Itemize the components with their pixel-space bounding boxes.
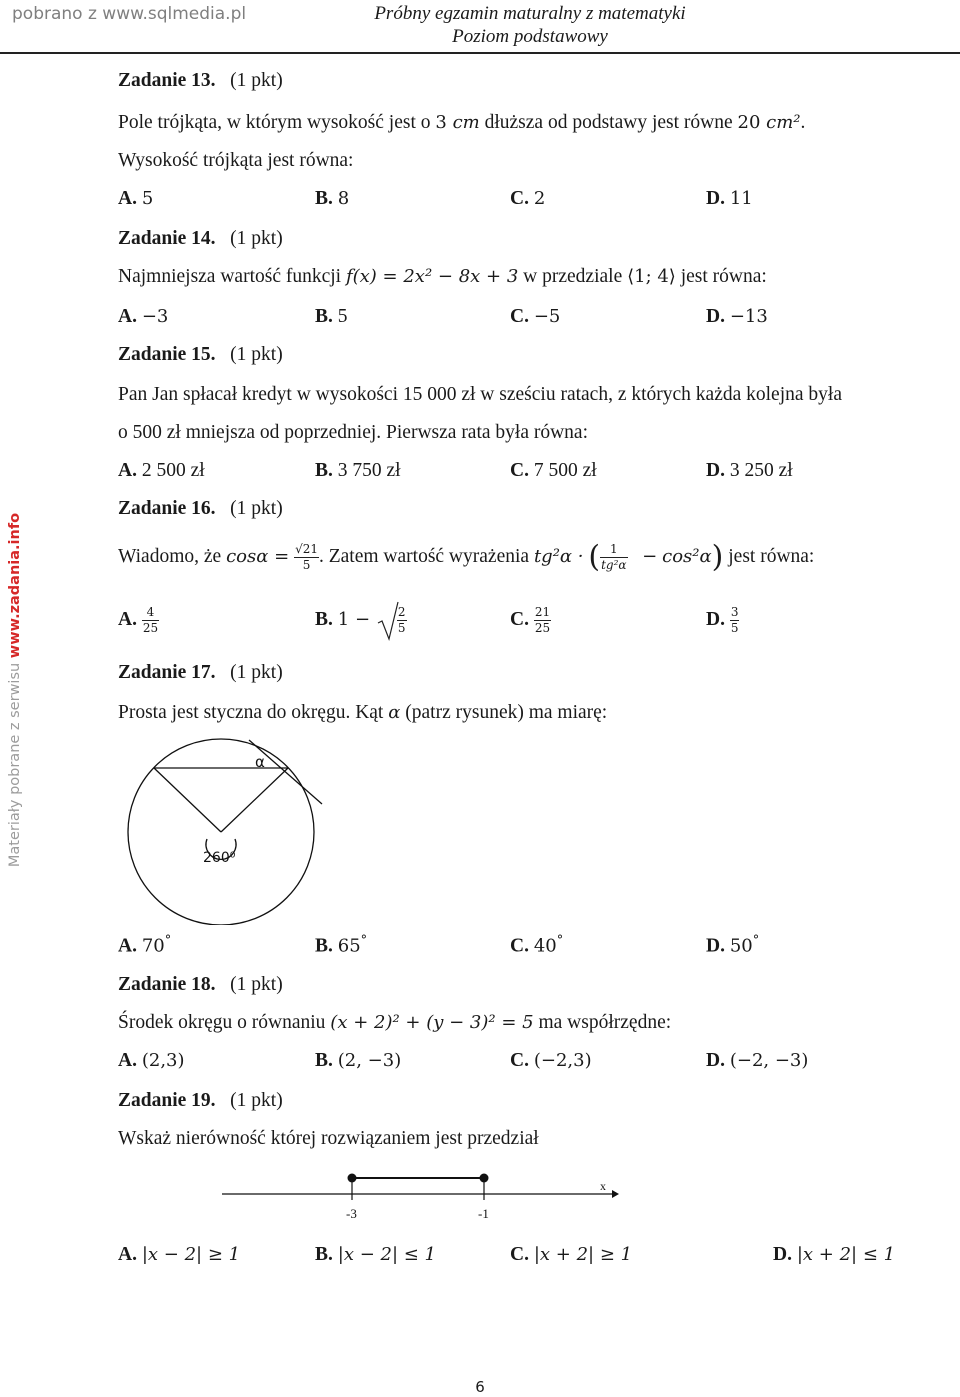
task-18-text-part: ma współrzędne:	[533, 1012, 672, 1033]
answer-b[interactable]	[315, 460, 401, 482]
answer-value: 11	[729, 188, 753, 209]
fraction-denominator: 5	[397, 621, 406, 636]
answer-letter: B.	[315, 460, 333, 481]
answer-letter: A.	[118, 935, 137, 957]
fraction-numerator: √21	[295, 542, 318, 557]
answer-b[interactable]	[315, 933, 367, 958]
answer-letter: B.	[315, 306, 333, 327]
answer-value: −13	[729, 306, 768, 327]
task-13-points: (1 pkt)	[230, 70, 283, 91]
answer-a[interactable]	[118, 1050, 185, 1072]
fraction-numerator: 2	[397, 605, 406, 620]
task-14-interval: ⟨1; 4⟩	[627, 266, 676, 287]
angle-alpha-label: α	[255, 753, 265, 771]
task-17-points: (1 pkt)	[230, 662, 283, 683]
answer-value: (2, −3)	[337, 1050, 402, 1071]
answer-d[interactable]	[706, 460, 793, 482]
answer-value: 7 500 zł	[533, 460, 597, 481]
task-14-text-part: w przedziale	[518, 266, 628, 287]
radius-right	[221, 768, 288, 832]
left-endpoint-dot	[348, 1174, 357, 1183]
left-value-label: -3	[346, 1206, 357, 1221]
answer-b[interactable]	[315, 188, 349, 210]
answer-letter: C.	[510, 188, 529, 209]
task-16-points: (1 pkt)	[230, 498, 283, 519]
task-15-text-line1: Pan Jan spłacał kredyt w wysokości 15 000 zł w sześciu ratach, z których każda kolejna była	[118, 384, 842, 405]
task-14-points: (1 pkt)	[230, 228, 283, 249]
right-value-label: -1	[478, 1206, 489, 1221]
fraction-denominator: 5	[302, 558, 311, 573]
degree-symbol: °	[556, 933, 564, 948]
page-number: 6	[475, 1378, 485, 1396]
task-13-heading	[118, 70, 283, 92]
answer-fraction	[397, 605, 407, 636]
answer-letter: B.	[315, 188, 333, 209]
answer-d[interactable]	[706, 1050, 808, 1072]
task-15-points: (1 pkt)	[230, 344, 283, 365]
answer-a[interactable]	[118, 1244, 240, 1266]
task-14-title: Zadanie 14.	[118, 228, 216, 249]
task-16-text-part: jest równa:	[723, 546, 815, 567]
answer-d[interactable]	[706, 306, 768, 328]
task-19-points: (1 pkt)	[230, 1090, 283, 1111]
answer-value: |x − 2| ≥ 1	[141, 1244, 241, 1265]
task-19-title: Zadanie 19.	[118, 1090, 216, 1111]
answer-a[interactable]	[118, 306, 168, 328]
task-19-heading	[118, 1090, 283, 1112]
exam-title-line2: Poziom podstawowy	[452, 26, 608, 47]
fraction-numerator: 1	[600, 542, 627, 558]
task-14-heading	[118, 228, 283, 250]
answer-value: |x + 2| ≥ 1	[533, 1244, 633, 1265]
answer-value: 2 500 zł	[141, 460, 205, 481]
answer-letter: B.	[315, 1050, 333, 1071]
answer-c[interactable]	[510, 1244, 632, 1266]
answer-letter: C.	[510, 609, 529, 630]
task-16-text-part: . Zatem wartość wyrażenia	[318, 546, 534, 567]
fraction-denominator: tg²α	[601, 558, 627, 573]
answer-c[interactable]	[510, 933, 563, 958]
answer-d[interactable]	[706, 600, 739, 640]
radius-left	[154, 768, 221, 832]
answer-value: 70	[141, 935, 165, 957]
square-root-icon	[377, 601, 399, 641]
task-17-title: Zadanie 17.	[118, 662, 216, 683]
circle-tangent-figure	[125, 735, 325, 925]
task-13-unit: cm	[452, 112, 480, 133]
answer-b[interactable]	[315, 306, 348, 328]
answer-value: 1 −	[337, 609, 371, 630]
answer-value: 5	[141, 188, 154, 209]
degree-symbol: °	[752, 933, 760, 948]
task-17-text-part: (patrz rysunek) ma miarę:	[400, 702, 608, 723]
task-18-points: (1 pkt)	[230, 974, 283, 995]
answer-value: (−2,3)	[533, 1050, 592, 1071]
answer-value: 2	[533, 188, 546, 209]
answer-value: |x + 2| ≤ 1	[796, 1244, 896, 1265]
answer-b[interactable]	[315, 600, 407, 641]
fraction-denominator: 25	[534, 621, 551, 636]
watermark-site: www.zadania.info	[7, 512, 23, 659]
task-19-text: Wskaż nierówność której rozwiązaniem jest przedział	[118, 1128, 539, 1149]
axis-arrow-icon	[612, 1190, 619, 1198]
answer-letter: B.	[315, 609, 333, 630]
answer-letter: D.	[706, 1050, 725, 1071]
side-watermark	[7, 500, 23, 880]
answer-a[interactable]	[118, 460, 205, 482]
answer-value: 8	[337, 188, 350, 209]
answer-letter: D.	[706, 306, 725, 327]
answer-letter: A.	[118, 1244, 137, 1265]
task-16-heading	[118, 498, 283, 520]
answer-letter: A.	[118, 1050, 137, 1071]
answer-letter: A.	[118, 460, 137, 481]
answer-letter: A.	[118, 188, 137, 209]
header-rule	[0, 52, 960, 54]
answer-fraction	[730, 605, 740, 636]
task-17-text-part: Prosta jest styczna do okręgu. Kąt	[118, 702, 389, 723]
source-note: pobrano z www.sqlmedia.pl	[12, 4, 247, 24]
watermark-text: Materiały pobrane z serwisu	[7, 658, 23, 868]
answer-c[interactable]	[510, 306, 560, 328]
answer-c[interactable]	[510, 1050, 592, 1072]
right-endpoint-dot	[480, 1174, 489, 1183]
task-18-equation: (x + 2)² + (y − 3)² = 5	[330, 1012, 534, 1033]
answer-letter: D.	[706, 188, 725, 209]
fraction-numerator: 21	[534, 605, 551, 620]
answer-value: −5	[533, 306, 561, 327]
task-13-text-part: dłuższa od podstawy jest równe	[479, 112, 738, 133]
task-13-unit: cm²	[766, 112, 801, 133]
answer-letter: D.	[706, 460, 725, 481]
answer-value: 40	[533, 935, 557, 957]
answer-letter: A.	[118, 306, 137, 327]
answer-c[interactable]	[510, 460, 597, 482]
task-13-text	[118, 112, 805, 134]
degree-symbol: °	[360, 933, 368, 948]
answer-value: −3	[141, 306, 169, 327]
answer-letter: D.	[773, 1244, 792, 1265]
answer-letter: D.	[706, 609, 725, 630]
axis-x-label: x	[600, 1179, 606, 1193]
task-13-text-part: Pole trójkąta, w którym wysokość jest o	[118, 112, 436, 133]
task-16-cos: cosα =	[226, 546, 290, 567]
task-13-value: 20	[737, 112, 767, 133]
task-16-minus: −	[642, 546, 658, 567]
fraction-numerator: 3	[730, 605, 739, 620]
answer-letter: A.	[118, 609, 137, 630]
answer-value: 50	[729, 935, 753, 957]
task-13-question: Wysokość trójkąta jest równa:	[118, 150, 354, 171]
answer-value: 3 250 zł	[729, 460, 793, 481]
exam-title-line1: Próbny egzamin maturalny z matematyki	[374, 3, 686, 24]
task-16-text-part: Wiadomo, że	[118, 546, 227, 567]
task-17-heading	[118, 662, 283, 684]
open-paren-icon: (	[588, 539, 601, 575]
answer-a[interactable]	[118, 600, 159, 640]
task-13-text-part: .	[800, 112, 806, 133]
task-15-title: Zadanie 15.	[118, 344, 216, 365]
answer-c[interactable]	[510, 188, 545, 210]
degree-symbol: °	[164, 933, 172, 948]
task-14-formula: f(x) = 2x² − 8x + 3	[345, 266, 519, 287]
answer-letter: D.	[706, 935, 725, 957]
fraction-denominator: 5	[730, 621, 739, 636]
answer-letter: C.	[510, 460, 529, 481]
answer-letter: C.	[510, 306, 529, 327]
task-16-cos2: cos²α	[662, 546, 712, 567]
answer-letter: B.	[315, 1244, 333, 1265]
answer-letter: B.	[315, 935, 333, 957]
task-16-tg: tg²α ·	[533, 546, 584, 567]
task-13-title: Zadanie 13.	[118, 70, 216, 91]
task-15-heading	[118, 344, 283, 366]
close-paren-icon: )	[711, 539, 724, 575]
task-16-fraction	[294, 542, 319, 573]
answer-value: 65	[337, 935, 361, 957]
task-18-text-part: Środek okręgu o równaniu	[118, 1012, 331, 1033]
answer-value: (2,3)	[141, 1050, 185, 1071]
answer-a[interactable]	[118, 188, 153, 210]
answer-d[interactable]	[706, 933, 759, 958]
answer-d[interactable]	[706, 188, 753, 210]
answer-letter: C.	[510, 1050, 529, 1071]
task-16-title: Zadanie 16.	[118, 498, 216, 519]
exam-title	[330, 2, 730, 48]
answer-fraction	[142, 605, 159, 636]
task-17-alpha: α	[388, 702, 401, 723]
task-16-inner-fraction	[600, 542, 627, 573]
task-13-value: 3	[435, 112, 453, 133]
answer-b[interactable]	[315, 1244, 436, 1266]
task-18-heading	[118, 974, 283, 996]
answer-c[interactable]	[510, 600, 551, 640]
fraction-numerator: 4	[142, 605, 159, 621]
answer-letter: C.	[510, 935, 529, 957]
arc-260-label: 260⁰	[203, 850, 236, 866]
task-17-text	[118, 702, 607, 724]
answer-d[interactable]	[773, 1244, 895, 1266]
answer-value: (−2, −3)	[729, 1050, 809, 1071]
number-line-figure	[220, 1170, 620, 1226]
task-14-text	[118, 266, 767, 288]
task-16-text	[118, 534, 814, 581]
fraction-denominator: 25	[142, 621, 159, 636]
task-18-title: Zadanie 18.	[118, 974, 216, 995]
task-15-text-line2: o 500 zł mniejsza od poprzedniej. Pierwsza rata była równa:	[118, 422, 589, 443]
task-14-text-part: Najmniejsza wartość funkcji	[118, 266, 346, 287]
answer-value: 5	[337, 306, 348, 327]
answer-value: |x − 2| ≤ 1	[337, 1244, 437, 1265]
task-14-text-part: jest równa:	[675, 266, 767, 287]
task-18-text	[118, 1012, 671, 1034]
answer-value: 3 750 zł	[337, 460, 401, 481]
answer-b[interactable]	[315, 1050, 401, 1072]
answer-letter: C.	[510, 1244, 529, 1265]
answer-fraction	[534, 605, 551, 636]
answer-a[interactable]	[118, 933, 171, 958]
